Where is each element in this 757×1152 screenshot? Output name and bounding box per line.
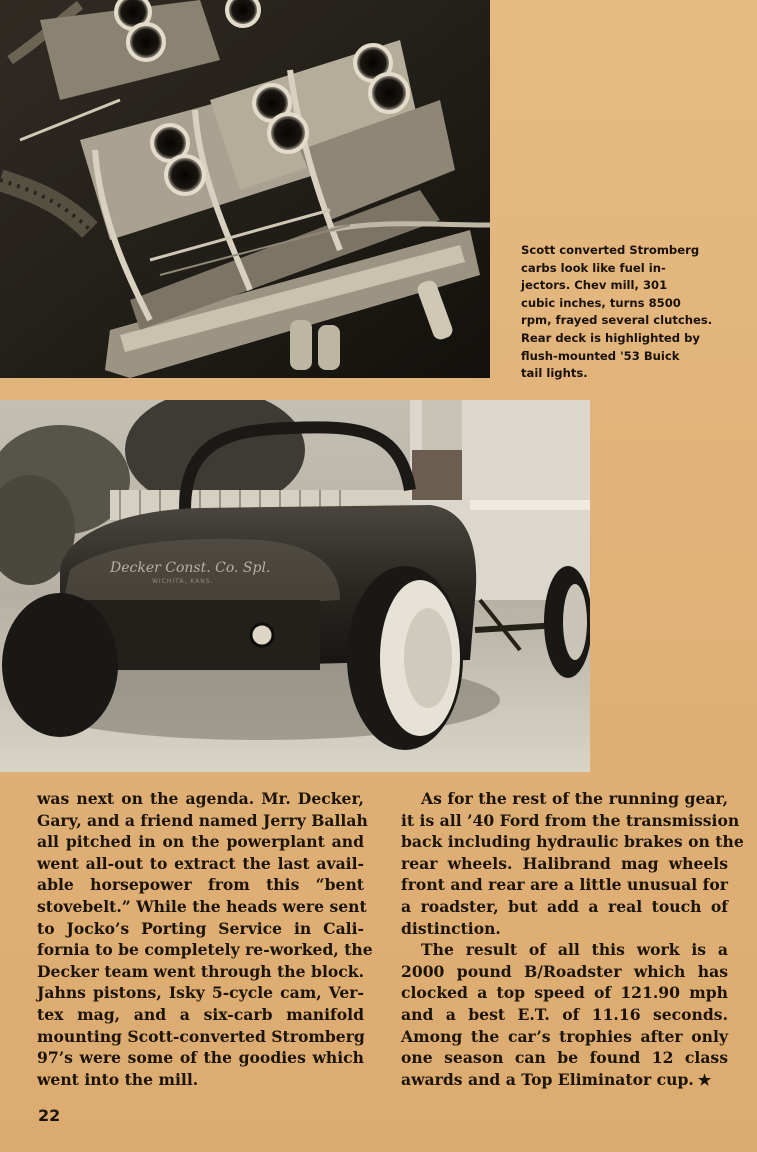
article-line: Among the car’s trophies after only [401,1026,728,1046]
body-lettering: Decker Const. Co. Spl. [110,560,271,576]
body-sublettering: WICHITA, KANS. [152,578,214,585]
end-of-article-star-icon: ★ [697,1070,712,1089]
article-line: 2000 pound B/Roadster which has [401,961,728,981]
caption-line: flush-mounted '53 Buick [521,348,680,363]
article-line: rear wheels. Halibrand mag wheels [401,853,728,873]
caption-line: jectors. Chev mill, 301 [521,278,668,293]
article-line: fornia to be completely re-worked, the [37,940,373,960]
article-line: was next on the agenda. Mr. Decker, [37,789,364,808]
article-line: Gary, and a friend named Jerry Ballah [37,810,368,830]
article-line: 97’s were some of the goodies which [37,1048,364,1068]
article-line: tex mag, and a six-carb manifold [37,1004,364,1024]
article-left-column [37,788,373,1090]
article-line: one season can be found 12 class [401,1048,728,1068]
article-line: went into the mill. [37,1069,199,1089]
article-line: distinction. [401,918,501,938]
photo-caption [521,242,733,383]
engine-illustration [0,0,490,378]
article-line: back including hydraulic brakes on the [401,832,744,852]
article-line: it is all ’40 Ford from the transmission [401,810,740,830]
article-line: mounting Scott-converted Stromberg [37,1026,365,1046]
caption-line: Scott converted Stromberg [521,243,700,257]
article-last-line [401,1069,728,1092]
article-line: went all-out to extract the last avail- [37,853,364,873]
article-line: awards and a Top Eliminator cup. [401,1069,694,1089]
article-line: The result of all this work is a [421,940,728,960]
caption-line: carbs look like fuel in- [521,260,666,275]
caption-line: cubic inches, turns 8500 [521,295,681,310]
page-number: 22 [38,1106,61,1125]
caption-line: tail lights. [521,366,588,381]
caption-line: rpm, frayed several clutches. [521,313,713,328]
article-line: all pitched in on the powerplant and [37,832,364,852]
article-right-column [401,788,744,1091]
roadster-photo [0,400,590,772]
article-line: Decker team went through the block. [37,961,364,981]
article-line: to Jocko’s Porting Service in Cali- [37,918,364,938]
article-line: front and rear are a little unusual for [401,875,728,895]
article-line: a roadster, but add a real touch of [401,896,728,916]
article-line: As for the rest of the running gear, [421,789,728,808]
article-line: clocked a top speed of 121.90 mph [401,983,728,1003]
article-line: and a best E.T. of 11.16 seconds. [401,1004,728,1024]
article-line: stovebelt.” While the heads were sent [37,896,367,916]
caption-line: Rear deck is highlighted by [521,330,700,345]
engine-carburetor-photo [0,0,490,378]
roadster-illustration [0,400,590,772]
article-line: able horsepower from this “bent [37,875,364,895]
article-line: Jahns pistons, Isky 5-cycle cam, Ver- [37,983,364,1003]
